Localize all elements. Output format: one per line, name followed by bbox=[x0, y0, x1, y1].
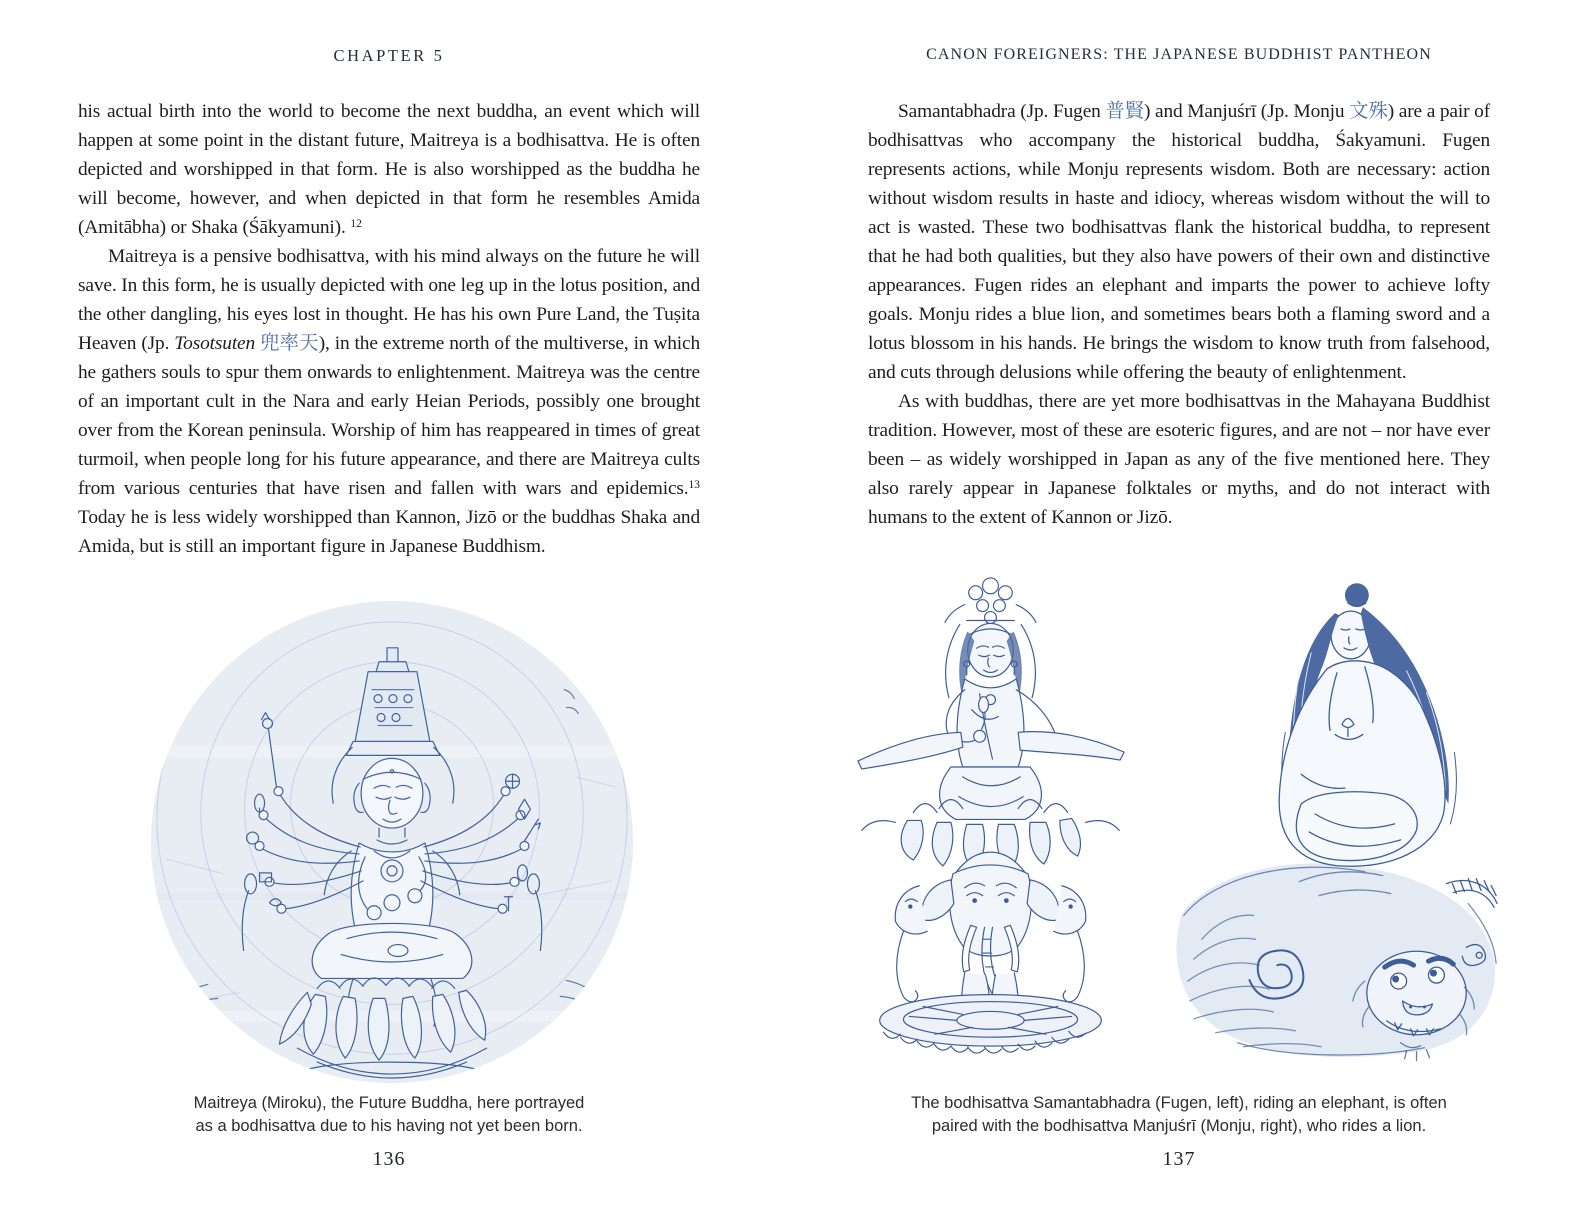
right-page bbox=[868, 0, 1490, 1212]
caption-line: as a bodhisattva due to his having not yet been born. bbox=[195, 1116, 583, 1135]
right-body-text bbox=[868, 97, 1490, 532]
kanji-term: 文殊 bbox=[1349, 101, 1388, 122]
paragraph-text: Today he is less widely worshipped than Kannon, Jizō or the buddhas Shaka and Amida, but is still an important figure in Japanese Buddhism. bbox=[78, 507, 700, 557]
paragraph bbox=[78, 97, 700, 242]
caption-line: paired with the bodhisattva Manjuśrī (Monju, right), who rides a lion. bbox=[931, 1116, 1427, 1135]
paragraph bbox=[868, 97, 1490, 387]
paragraph-text: Samantabhadra (Jp. Fugen bbox=[898, 101, 1106, 122]
footnote-marker: 13 bbox=[688, 479, 700, 491]
kanji-term: 普賢 bbox=[1105, 101, 1144, 122]
paragraph-text: ) are a pair of bodhisattvas who accompany the historical buddha, Śakyamuni. Fugen represents actions, while Monju represents wisdom. Both are necessary: action without wisdom results in haste and idiocy, whereas wisdom without the will to act is wasted. These two bodhisattvas flank the historical buddha, to represent that he had both qualities, but they also have powers of their own and distinctive appearances. Fugen rides an elephant and imparts the power to achieve lofty goals. Monju rides a blue lion, and sometimes bears both a flaming sword and a lotus blossom in his hands. He brings the wisdom to know truth from falsehood, and cuts through delusions while offering the beauty of enlightenment. bbox=[868, 101, 1490, 383]
maitreya-moon-disc-drawing bbox=[148, 598, 636, 1086]
figure-caption bbox=[848, 1092, 1510, 1137]
kanji-term: 兜率天 bbox=[255, 333, 319, 354]
paragraph-text: Maitreya is a pensive bodhisattva, with his mind always on the future he will save. In this form, he is usually depicted with one leg up in the lotus position, and the other dangling, his eyes lost in thought. He has his own Pure Land, the Tuṣita Heaven (Jp. bbox=[78, 246, 700, 354]
running-head-chapter-title: CANON FOREIGNERS: THE JAPANESE BUDDHIST PANTHEON bbox=[926, 46, 1432, 63]
page-number: 136 bbox=[372, 1148, 406, 1170]
paragraph: As with buddhas, there are yet more bodhisattvas in the Mahayana Buddhist tradition. However, most of these are esoteric figures, and are not – nor have ever been – as widely worshipped in Japan as any of the five mentioned here. They also rarely appear in Japanese folktales or myths, and do not interact with humans to the extent of Kannon or Jizō. bbox=[868, 391, 1490, 528]
monju-lion-drawing bbox=[1150, 553, 1518, 1071]
paragraph bbox=[78, 242, 700, 561]
paragraph-text: his actual birth into the world to become the next buddha, an event which will happen at some point in the distant future, Maitreya is a bodhisattva. He is often depicted and worshipped in that form. He is also worshipped as the buddha he will become, however, and when depicted in that form he resembles Amida (Amitābha) or Shaka (Śākyamuni). bbox=[78, 101, 700, 238]
page-number: 137 bbox=[1162, 1148, 1196, 1170]
running-head-chapter: CHAPTER 5 bbox=[333, 46, 445, 65]
paragraph-text: ) and Manjuśrī (Jp. Monju bbox=[1143, 101, 1350, 122]
monju-lion-illustration bbox=[1150, 553, 1518, 1071]
italic-term: Tosotsuten bbox=[174, 333, 256, 354]
caption-line: Maitreya (Miroku), the Future Buddha, here portrayed bbox=[193, 1094, 585, 1112]
caption-line: The bodhisattva Samantabhadra (Fugen, left), riding an elephant, is often bbox=[911, 1094, 1447, 1112]
left-page bbox=[78, 0, 700, 1212]
maitreya-illustration bbox=[148, 598, 636, 1086]
paragraph-text: ), in the extreme north of the multiverse, in which he gathers souls to spur them onwards to enlightenment. Maitreya was the centre of an important cult in the Nara and early Heian Periods, possibly one brought over from the Korean peninsula. Worship of him has reappeared in times of great turmoil, when people long for his future appearance, and there are Maitreya cults from various centuries that have risen and fallen with wars and epidemics. bbox=[78, 333, 701, 499]
fugen-elephant-illustration bbox=[844, 563, 1136, 1063]
footnote-marker: 12 bbox=[350, 218, 362, 230]
left-body-text bbox=[78, 97, 700, 561]
fugen-elephant-drawing bbox=[844, 563, 1136, 1063]
figure-caption bbox=[58, 1092, 720, 1137]
